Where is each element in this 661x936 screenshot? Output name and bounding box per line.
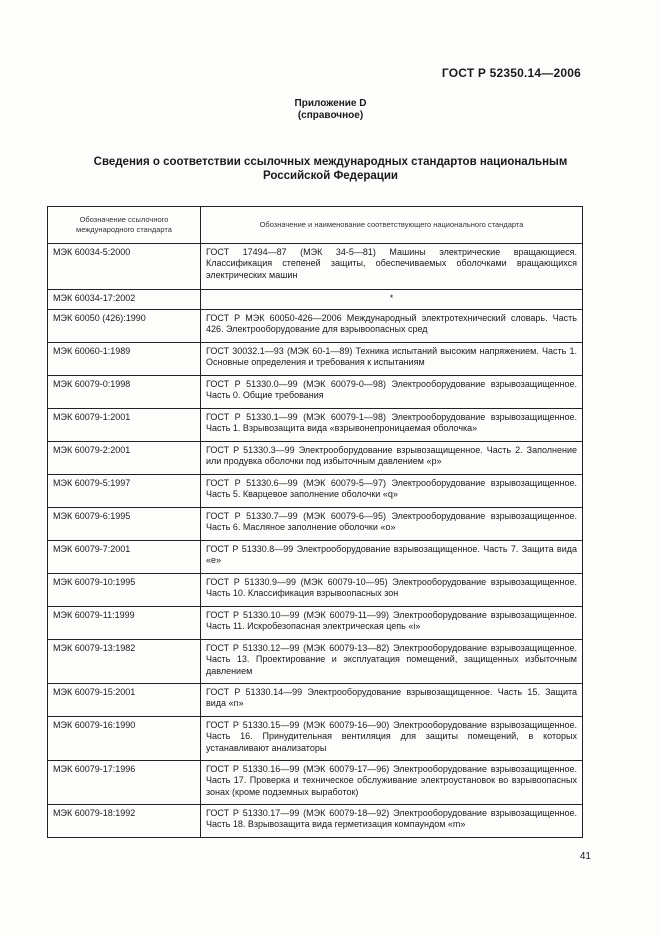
international-standard-cell: МЭК 60079-2:2001 bbox=[48, 442, 201, 475]
header-national-standard: Обозначение и наименование соответствующего национального стандарта bbox=[201, 207, 583, 244]
table-row bbox=[48, 541, 583, 574]
table-row bbox=[48, 761, 583, 805]
table-row bbox=[48, 310, 583, 343]
table-row bbox=[48, 290, 583, 310]
international-standard-cell: МЭК 60050 (426):1990 bbox=[48, 310, 201, 343]
table-row bbox=[48, 442, 583, 475]
title-line-1: Сведения о соответствии ссылочных международных стандартов национальным bbox=[93, 156, 568, 168]
table-row bbox=[48, 684, 583, 717]
national-standard-cell: ГОСТ Р 51330.8—99 Электрооборудование взрывозащищенное. Часть 7. Защита вида «е» bbox=[201, 541, 583, 574]
table-row bbox=[48, 574, 583, 607]
national-standard-cell: ГОСТ 17494—87 (МЭК 34-5—81) Машины электрические вращающиеся. Классификация степеней защиты, обеспечиваемых оболочками вращающихся электрических машин bbox=[201, 244, 583, 290]
table-row bbox=[48, 805, 583, 838]
international-standard-cell: МЭК 60079-18:1992 bbox=[48, 805, 201, 838]
table-row bbox=[48, 376, 583, 409]
table-row bbox=[48, 607, 583, 640]
title-line-2: Российской Федерации bbox=[262, 170, 398, 182]
national-standard-cell: ГОСТ Р 51330.3—99 Электрооборудование взрывозащищенное. Часть 2. Заполнение или продувка оболочки под избыточным давлением «р» bbox=[201, 442, 583, 475]
international-standard-cell: МЭК 60079-1:2001 bbox=[48, 409, 201, 442]
national-standard-cell: ГОСТ Р 51330.6—99 (МЭК 60079-5—97) Электрооборудование взрывозащищенное. Часть 5. Кварцевое заполнение оболочки «q» bbox=[201, 475, 583, 508]
international-standard-cell: МЭК 60079-6:1995 bbox=[48, 508, 201, 541]
national-standard-cell: ГОСТ Р 51330.0—99 (МЭК 60079-0—98) Электрооборудование взрывозащищенное. Часть 0. Общие требования bbox=[201, 376, 583, 409]
appendix-label: Приложение D bbox=[294, 98, 367, 109]
national-standard-cell: ГОСТ Р 51330.9—99 (МЭК 60079-10—95) Электрооборудование взрывозащищенное. Часть 10. Классификация взрывоопасных зон bbox=[201, 574, 583, 607]
national-standard-cell: ГОСТ Р 51330.14—99 Электрооборудование взрывозащищенное. Часть 15. Защита вида «n» bbox=[201, 684, 583, 717]
document-title bbox=[60, 155, 601, 183]
table-row bbox=[48, 475, 583, 508]
international-standard-cell: МЭК 60079-15:2001 bbox=[48, 684, 201, 717]
table-row bbox=[48, 640, 583, 684]
international-standard-cell: МЭК 60079-11:1999 bbox=[48, 607, 201, 640]
international-standard-cell: МЭК 60079-13:1982 bbox=[48, 640, 201, 684]
table-row bbox=[48, 508, 583, 541]
table-row bbox=[48, 717, 583, 761]
national-standard-cell: ГОСТ Р 51330.17—99 (МЭК 60079-18—92) Электрооборудование взрывозащищенное. Часть 18. Взрывозащита вида герметизация компаундом «m» bbox=[201, 805, 583, 838]
international-standard-cell: МЭК 60060-1:1989 bbox=[48, 343, 201, 376]
international-standard-cell: МЭК 60079-17:1996 bbox=[48, 761, 201, 805]
table-row bbox=[48, 244, 583, 290]
national-standard-cell: ГОСТ Р 51330.15—99 (МЭК 60079-16—90) Электрооборудование взрывозащищенное. Часть 16. Принудительная вентиляция для защиты помещений, в которых устанавливают анализаторы bbox=[201, 717, 583, 761]
header-international-standard: Обозначение ссылочного международного стандарта bbox=[48, 207, 201, 244]
document-id: ГОСТ Р 52350.14—2006 bbox=[441, 66, 581, 80]
international-standard-cell: МЭК 60079-16:1990 bbox=[48, 717, 201, 761]
national-standard-cell: ГОСТ Р 51330.1—99 (МЭК 60079-1—98) Электрооборудование взрывозащищенное. Часть 1. Взрывозащита вида «взрывонепроницаемая оболочка» bbox=[201, 409, 583, 442]
international-standard-cell: МЭК 60079-5:1997 bbox=[48, 475, 201, 508]
national-standard-cell: ГОСТ Р МЭК 60050-426—2006 Международный электротехнический словарь. Часть 426. Электрооборудование для взрывоопасных сред bbox=[201, 310, 583, 343]
international-standard-cell: МЭК 60079-10:1995 bbox=[48, 574, 201, 607]
table-row bbox=[48, 343, 583, 376]
page-number: 41 bbox=[579, 851, 591, 862]
national-standard-cell: ГОСТ Р 51330.7—99 (МЭК 60079-6—95) Электрооборудование взрывозащищенное. Часть 6. Масляное заполнение оболочки «о» bbox=[201, 508, 583, 541]
international-standard-cell: МЭК 60034-5:2000 bbox=[48, 244, 201, 290]
table-header-row bbox=[48, 207, 583, 244]
appendix-note: (справочное) bbox=[297, 110, 364, 121]
table-row bbox=[48, 409, 583, 442]
appendix-heading bbox=[0, 98, 661, 122]
national-standard-cell: ГОСТ Р 51330.16—99 (МЭК 60079-17—96) Электрооборудование взрывозащищенное. Часть 17. Проверка и техническое обслуживание электроустановок во взрывоопасных зонах (кроме подземных выработок) bbox=[201, 761, 583, 805]
national-standard-cell: * bbox=[201, 290, 583, 310]
international-standard-cell: МЭК 60079-7:2001 bbox=[48, 541, 201, 574]
international-standard-cell: МЭК 60079-0:1998 bbox=[48, 376, 201, 409]
national-standard-cell: ГОСТ Р 51330.10—99 (МЭК 60079-11—99) Электрооборудование взрывозащищенное. Часть 11. Искробезопасная электрическая цепь «i» bbox=[201, 607, 583, 640]
standards-table bbox=[47, 206, 583, 838]
national-standard-cell: ГОСТ 30032.1—93 (МЭК 60-1—89) Техника испытаний высоким напряжением. Часть 1. Основные определения и требования к испытаниям bbox=[201, 343, 583, 376]
international-standard-cell: МЭК 60034-17:2002 bbox=[48, 290, 201, 310]
national-standard-cell: ГОСТ Р 51330.12—99 (МЭК 60079-13—82) Электрооборудование взрывозащищенное. Часть 13. Проектирование и эксплуатация помещений, защищенных избыточным давлением bbox=[201, 640, 583, 684]
